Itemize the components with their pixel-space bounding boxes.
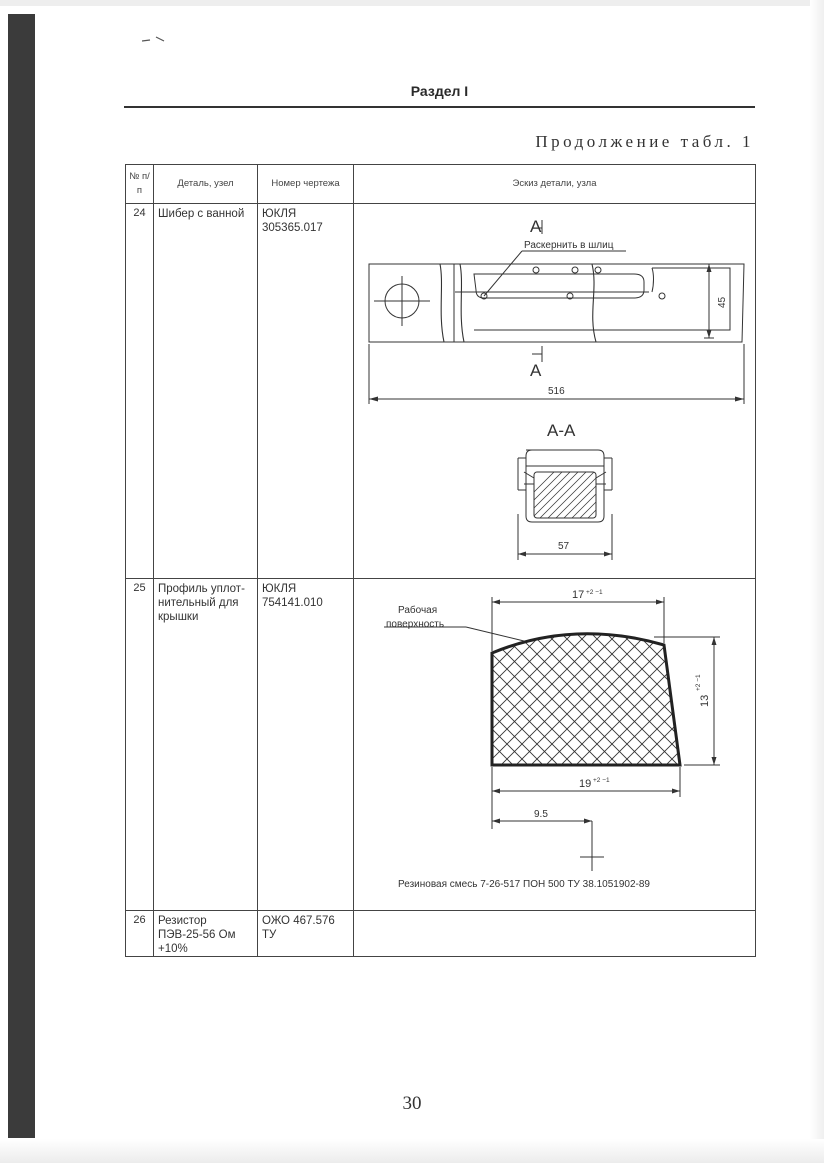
table-row (126, 911, 756, 957)
row-number: 25 (126, 579, 154, 911)
material-note: Резиновая смесь 7-26-517 ПОН 500 ТУ 38.1051902-89 (398, 879, 650, 890)
dim-height: 13 (699, 694, 711, 707)
section-title: Раздел I (410, 83, 469, 99)
drawing-number: ОЖО 467.576 ТУ (258, 911, 354, 957)
label-working-surface-1: Рабочая (398, 605, 438, 616)
part-name: Профиль уплот-нительный для крышки (154, 579, 258, 911)
scan-bottom-shade (0, 1139, 824, 1163)
dim-bottom-tol: +2 −1 (593, 777, 610, 784)
dim-length: 516 (548, 386, 565, 397)
col-header-sketch: Эскиз детали, узла (354, 165, 756, 204)
scan-top-edge (0, 0, 824, 6)
dim-bottom: 19 (579, 778, 592, 790)
drawing-number: ЮКЛЯ 754141.010 (258, 579, 354, 911)
dim-offset: 9.5 (534, 809, 548, 820)
part-name: Шибер с ванной (154, 204, 258, 579)
sketch-cell (354, 204, 756, 579)
header-rule (124, 106, 755, 108)
table-header-row (126, 165, 756, 204)
table-row (126, 579, 756, 911)
scan-smudge (142, 36, 172, 44)
parts-table (125, 164, 756, 957)
row-number: 24 (126, 204, 154, 579)
sketch-cell-empty (354, 911, 756, 957)
seal-profile-drawing (354, 579, 755, 910)
dim-top-tol: +2 −1 (586, 589, 603, 596)
col-header-drawing: Номер чертежа (258, 165, 354, 204)
drawing-note: Раскернить в шлиц (524, 240, 614, 251)
page-number: 30 (402, 1093, 422, 1114)
part-name: Резистор ПЭВ-25-56 Ом +10% (154, 911, 258, 957)
section-title: А-А (547, 421, 576, 440)
dim-width: 57 (558, 541, 570, 552)
slide-gate-drawing (354, 204, 755, 578)
col-header-num: № п/п (126, 165, 154, 204)
scan-right-shade (810, 0, 824, 1163)
binding-shadow (8, 14, 35, 1138)
sketch-cell (354, 579, 756, 911)
col-header-part: Деталь, узел (154, 165, 258, 204)
dim-height: 45 (717, 296, 728, 308)
table-continuation-title: Продолжение табл. 1 (535, 132, 754, 151)
row-number: 26 (126, 911, 154, 957)
label-working-surface-2: поверхность (386, 619, 445, 630)
dim-top: 17 (572, 589, 585, 601)
dim-height-tol: +2 −1 (695, 674, 702, 691)
section-mark-top: А (530, 217, 542, 236)
table-row (126, 204, 756, 579)
section-mark-bottom: А (530, 361, 542, 380)
drawing-number: ЮКЛЯ 305365.017 (258, 204, 354, 579)
